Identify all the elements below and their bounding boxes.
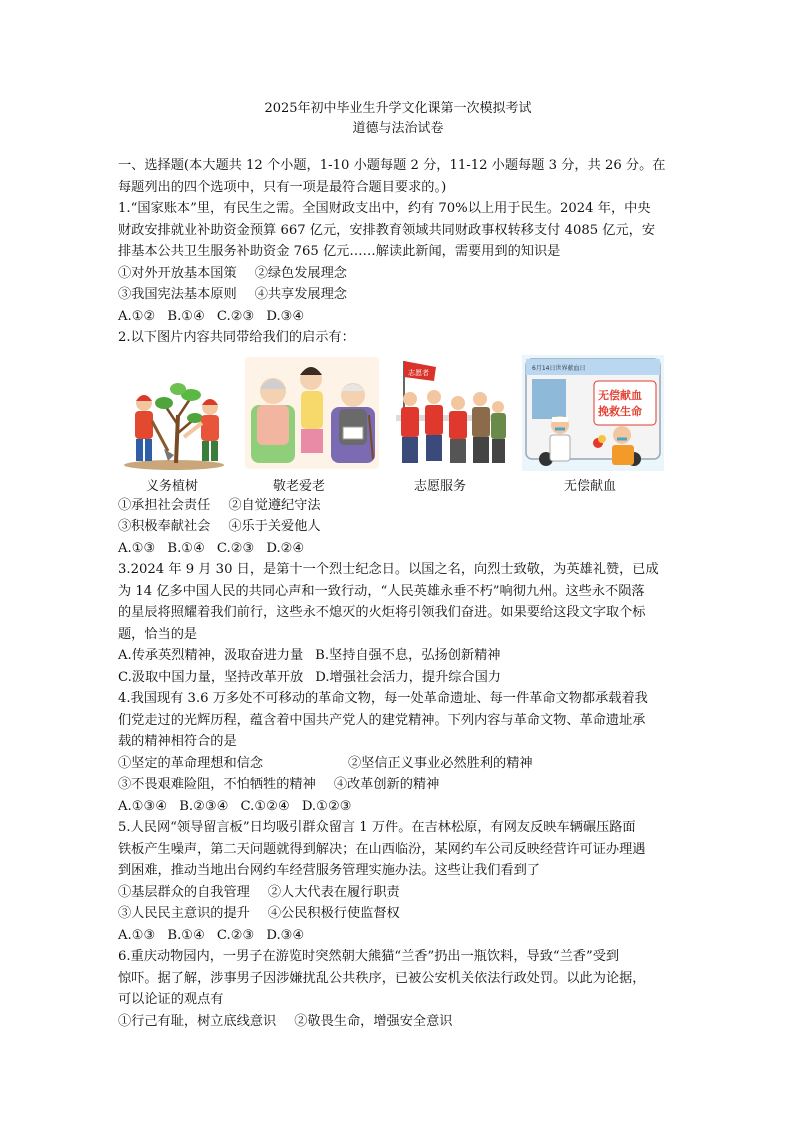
caption-tree-planting: 义务植树 xyxy=(146,478,199,494)
q2-choice-d: D.②④ xyxy=(266,540,305,556)
q5-option-4: ④公民积极行使监督权 xyxy=(267,906,400,921)
q2-option-2: ②自觉遵纪守法 xyxy=(228,497,321,513)
q1-choice-c: C.②③ xyxy=(216,308,255,324)
q5-options-row-1 xyxy=(118,882,678,904)
q3-line-3: 的星辰将照耀着我们前行，这些永不熄灭的火炬将引领我们奋进。如果要给这段文字取个标 xyxy=(118,605,646,620)
q1-line-2: 财政安排就业补助资金预算 667 亿元，安排教育领域共同财政事权转移支付 4085 亿元，安 xyxy=(118,222,656,238)
q1-line-3: 排基本公共卫生服务补助资金 765 亿元……解读此新闻，需要用到的知识是 xyxy=(118,244,561,259)
question-4 xyxy=(118,688,678,817)
q3-choices-row-1 xyxy=(118,645,678,667)
tree-planting-image xyxy=(118,355,230,471)
q5-option-3: ③人民民主意识的提升 xyxy=(118,906,250,921)
question-1 xyxy=(118,198,678,327)
q1-choice-d: D.③④ xyxy=(266,308,305,324)
q6-line-3: 可以论证的观点有 xyxy=(118,992,224,1007)
q4-choices xyxy=(118,796,678,818)
q6-option-1: ①行己有耻，树立底线意识 xyxy=(118,1013,277,1029)
q4-option-3: ③不畏艰难险阻，不怕牺牲的精神 xyxy=(118,777,316,792)
volunteer-service-image xyxy=(390,355,510,471)
q1-option-1: ①对外开放基本国策 xyxy=(118,265,237,281)
question-6 xyxy=(118,946,678,1032)
q1-line-1: 1.“国家账本”里，有民生之需。全国财政支出中，约有 70%以上用于民生。2024 年，中央 xyxy=(118,201,651,216)
q4-options-row-2 xyxy=(118,774,678,796)
q4-line-1: 4.我国现有 3.6 万多处不可移动的革命文物，每一处革命遗址、每一件革命文物都承载着我 xyxy=(118,691,648,706)
exam-title: 2025年初中毕业生升学文化课第一次模拟考试 xyxy=(264,101,532,116)
q4-line-3: 载的精神相符合的是 xyxy=(118,734,237,749)
q2-choice-a: A.①③ xyxy=(118,540,156,556)
q3-choice-d: D.增强社会活力，提升综合国力 xyxy=(315,669,501,685)
q1-option-2: ②绿色发展理念 xyxy=(254,265,347,281)
q6-line-2: 惊吓。据了解，涉事男子因涉嫌扰乱公共秩序，已被公安机关依法行政处罚。以此为论据， xyxy=(118,970,646,986)
q5-choice-d: D.③④ xyxy=(266,927,305,943)
q1-choices xyxy=(118,306,678,328)
q1-choice-a: A.①② xyxy=(118,308,156,324)
caption-blood-donation: 无偿献血 xyxy=(564,478,617,494)
elderly-care-image xyxy=(243,355,381,471)
q5-choice-b: B.①④ xyxy=(167,927,205,943)
q2-picture-row xyxy=(118,355,678,473)
q4-options-row-1 xyxy=(118,753,678,775)
q5-choice-c: C.②③ xyxy=(216,927,255,943)
q2-options-row-2 xyxy=(118,516,678,538)
q6-line-1: 6.重庆动物园内，一男子在游览时突然朝大熊猫“兰香”扔出一瓶饮料，导致“兰香”受到 xyxy=(118,949,620,964)
q3-line-2: 为 14 亿多中国人民的共同心声和一致行动，“人民英雄永垂不朽”响彻九州。这些永不陨落 xyxy=(118,583,645,599)
question-2 xyxy=(118,327,678,559)
q2-option-1: ①承担社会责任 xyxy=(118,497,211,513)
q2-option-3: ③积极奉献社会 xyxy=(118,519,211,534)
q4-choice-a: A.①③④ xyxy=(118,798,168,814)
q3-choice-c: C.汲取中国力量，坚持改革开放 xyxy=(118,669,304,685)
q4-choice-d: D.①②③ xyxy=(301,798,352,814)
q3-line-4: 题，恰当的是 xyxy=(118,626,198,642)
q5-line-2: 铁板产生噪声，第二天问题就得到解决；在山西临汾，某网约车公司反映经营许可证办理遇 xyxy=(118,841,646,857)
section-instructions xyxy=(118,155,678,198)
q5-options-row-2 xyxy=(118,903,678,925)
exam-subtitle: 道德与法治试卷 xyxy=(352,121,444,136)
q2-choice-c: C.②③ xyxy=(216,540,255,556)
section-line-2: 每题列出的四个选项中，只有一项是最符合题目要求的。) xyxy=(118,179,447,195)
question-3 xyxy=(118,559,678,688)
q2-option-4: ④乐于关爱他人 xyxy=(228,519,321,534)
q3-choice-a: A.传承英烈精神，汲取奋进力量 xyxy=(118,648,304,663)
q6-option-2: ②敬畏生命，增强安全意识 xyxy=(294,1013,453,1029)
blood-donation-image xyxy=(522,355,664,471)
q3-choices-row-2 xyxy=(118,667,678,689)
exam-page xyxy=(118,0,678,1032)
q5-line-1: 5.人民网“领导留言板”日均吸引群众留言 1 万件。在吉林松原，有网友反映车辆碾压路面 xyxy=(118,820,636,835)
q5-option-1: ①基层群众的自我管理 xyxy=(118,884,250,900)
caption-elderly-care: 敬老爱老 xyxy=(273,478,326,494)
q4-line-2: 们党走过的光辉历程，蕴含着中国共产党人的建党精神。下列内容与革命文物、革命遗址承 xyxy=(118,712,646,728)
volunteer-flag-text: 志愿者 xyxy=(408,368,429,377)
q4-option-4: ④改革创新的精神 xyxy=(333,777,440,792)
q4-option-2: ②坚信正义事业必然胜利的精神 xyxy=(348,755,533,771)
q2-choice-b: B.①④ xyxy=(167,540,205,556)
question-5 xyxy=(118,817,678,946)
poster-title-1: 无偿献血 xyxy=(598,388,642,402)
section-line-1: 一、选择题(本大题共 12 个小题，1-10 小题每题 2 分，11-12 小题每题 3 分，共 26 分。在 xyxy=(118,158,666,173)
q4-option-1: ①坚定的革命理想和信念 xyxy=(118,755,264,771)
q4-choice-b: B.②③④ xyxy=(179,798,229,814)
q6-options-row-1 xyxy=(118,1011,678,1033)
poster-title-2: 挽救生命 xyxy=(598,404,642,418)
q2-caption-row xyxy=(118,473,678,495)
q1-options-row-2 xyxy=(118,284,678,306)
q3-line-1: 3.2024 年 9 月 30 日，是第十一个烈士纪念日。以国之名，向烈士致敬，为英雄礼赞，已成 xyxy=(118,562,659,577)
q1-choice-b: B.①④ xyxy=(167,308,205,324)
q2-options-row-1 xyxy=(118,495,678,517)
poster-date-text: 6月14日世界献血日 xyxy=(532,364,586,372)
caption-volunteer: 志愿服务 xyxy=(414,478,467,494)
q1-options-row-1 xyxy=(118,263,678,285)
q1-option-4: ④共享发展理念 xyxy=(254,287,347,302)
q2-choices xyxy=(118,538,678,560)
q3-choice-b: B.坚持自强不息，弘扬创新精神 xyxy=(315,648,501,663)
q5-option-2: ②人大代表在履行职责 xyxy=(267,884,400,900)
q2-line-1: 2.以下图片内容共同带给我们的启示有： xyxy=(118,330,355,345)
q5-line-3: 到困难，推动当地出台网约车经营服务管理实施办法。这些让我们看到了 xyxy=(118,863,540,878)
q4-choice-c: C.①②④ xyxy=(240,798,290,814)
q5-choices xyxy=(118,925,678,947)
q5-choice-a: A.①③ xyxy=(118,927,156,943)
q1-option-3: ③我国宪法基本原则 xyxy=(118,287,237,302)
